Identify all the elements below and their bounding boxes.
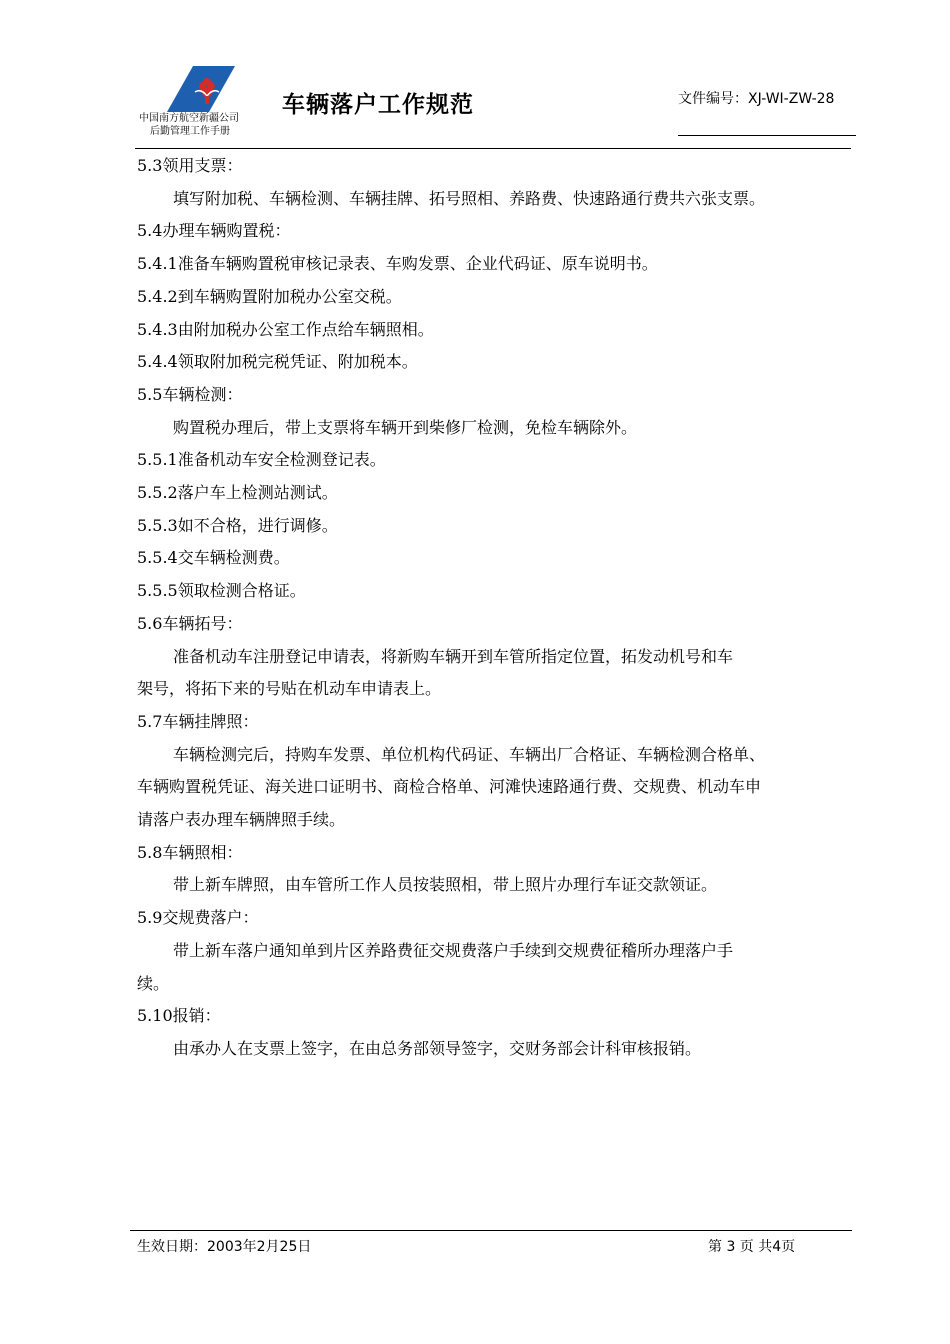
company-name-line2: 后勤管理工作手册 (150, 126, 230, 137)
company-name-line1: 中国南方航空新疆公司 (139, 113, 239, 124)
section-heading: 5.9交规费落户： (137, 908, 259, 928)
list-item: 5.5.5领取检测合格证。 (137, 581, 306, 601)
list-item: 5.5.3如不合格，进行调修。 (137, 515, 338, 535)
company-name (139, 112, 239, 138)
section-heading: 5.10报销： (137, 1006, 221, 1026)
list-item: 5.5.2落户车上检测站测试。 (137, 483, 338, 503)
body-paragraph: 准备机动车注册登记申请表，将新购车辆开到车管所指定位置，拓发动机号和车 (173, 646, 734, 666)
body-paragraph: 填写附加税、车辆检测、车辆挂牌、拓号照相、养路费、快速路通行费共六张支票。 (173, 188, 766, 208)
document-body (137, 150, 853, 1066)
body-paragraph: 带上新车落户通知单到片区养路费征交规费落户手续到交规费征稽所办理落户手 (173, 940, 734, 960)
section-heading: 5.3领用支票： (137, 156, 243, 175)
list-item: 5.4.2到车辆购置附加税办公室交税。 (137, 286, 402, 306)
page-number: 第 3 页 共4页 (708, 1239, 796, 1255)
document-code-underline (678, 135, 856, 136)
section-heading: 5.4办理车辆购置税： (137, 221, 291, 241)
list-item: 5.4.3由附加税办公室工作点给车辆照相。 (137, 319, 434, 339)
body-paragraph-continuation: 续。 (137, 973, 170, 993)
header-divider (135, 148, 851, 149)
list-item: 5.4.1准备车辆购置税审核记录表、车购发票、企业代码证、原车说明书。 (137, 254, 658, 274)
body-paragraph-continuation: 架号，将拓下来的号贴在机动车申请表上。 (137, 679, 442, 699)
body-paragraph-continuation: 请落户表办理车辆牌照手续。 (137, 810, 346, 830)
document-code: 文件编号：XJ-WI-ZW-28 (678, 91, 835, 107)
document-title: 车辆落户工作规范 (282, 92, 474, 118)
body-paragraph: 带上新车牌照，由车管所工作人员按装照相，带上照片办理行车证交款领证。 (173, 875, 718, 895)
kapok-flower-airline-logo-icon (165, 64, 239, 114)
body-paragraph: 购置税办理后，带上支票将车辆开到柴修厂检测，免检车辆除外。 (173, 417, 638, 437)
section-heading: 5.7车辆挂牌照： (137, 711, 259, 731)
body-paragraph: 由承办人在支票上签字，在由总务部领导签字，交财务部会计科审核报销。 (173, 1038, 702, 1058)
list-item: 5.4.4领取附加税完税凭证、附加税本。 (137, 352, 418, 372)
section-heading: 5.6车辆拓号： (137, 613, 243, 633)
body-paragraph: 车辆检测完后，持购车发票、单位机构代码证、车辆出厂合格证、车辆检测合格单、 (173, 744, 766, 764)
section-heading: 5.8车辆照相： (137, 842, 243, 862)
section-heading: 5.5车辆检测： (137, 384, 243, 404)
body-paragraph-continuation: 车辆购置税凭证、海关进口证明书、商检合格单、河滩快速路通行费、交规费、机动车申 (137, 777, 762, 797)
footer-divider (130, 1230, 852, 1231)
list-item: 5.5.4交车辆检测费。 (137, 548, 290, 568)
effective-date: 生效日期：2003年2月25日 (137, 1239, 312, 1255)
list-item: 5.5.1准备机动车安全检测登记表。 (137, 450, 386, 470)
